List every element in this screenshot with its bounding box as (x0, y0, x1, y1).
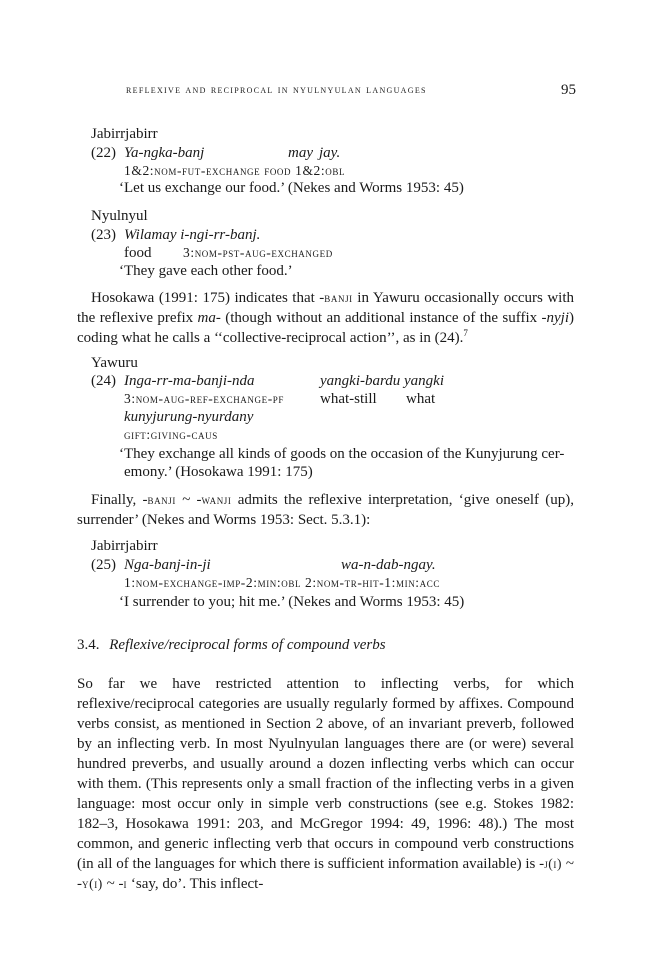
ex24-gloss1 (124, 389, 284, 409)
ex25-language: Jabirrjabirr (91, 538, 158, 554)
ex25-number: (25) (91, 557, 116, 573)
ex23-number: (23) (91, 227, 116, 243)
para1-it2: -nyji (541, 310, 569, 326)
ex24-gloss3: what (406, 391, 436, 407)
section-title: Reflexive/reciprocal forms of compound verbs (109, 637, 386, 653)
para1-text-d: ) coding what he calls a ‘‘collective-reciprocal action’’, as in (24). (77, 310, 574, 346)
para1-text-c: (though without an additional instance of the suffix (220, 310, 542, 326)
para3-sc1: j(i) (544, 856, 563, 871)
paragraph-1 (77, 288, 574, 348)
ex22-number: (22) (91, 145, 116, 161)
ex22-gloss-text: 1&2:nom-fut-exchange food 1&2:obl (124, 163, 346, 178)
ex22-word3: jay. (319, 145, 341, 161)
ex22-translation: ‘Let us exchange our food.’ (Nekes and Worms 1953: 45) (119, 180, 464, 196)
footnote-ref[interactable]: 7 (463, 328, 468, 338)
ex23-line: Wilamay i-ngi-rr-banj. (124, 227, 261, 243)
ex24-gloss4 (124, 425, 218, 445)
para2-text-b: ~ - (176, 492, 202, 508)
para1-it1: ma- (197, 310, 221, 326)
running-title: reflexive and reciprocal in nyulnyulan languages (126, 84, 427, 96)
ex23-gloss2-text: 3:nom-pst-aug-exchanged (183, 245, 333, 260)
ex23-gloss1: food (124, 245, 152, 261)
ex24-gloss2: what-still (320, 391, 377, 407)
ex22-language: Jabirrjabirr (91, 126, 158, 142)
para3-sc3: i (123, 876, 128, 891)
para3-text-d: ‘say, do’. This inflect- (127, 876, 264, 892)
ex24-word3: kunyjurung-nyurdany (124, 409, 254, 425)
para3-text-a: So far we have restricted attention to inflecting verbs, for which reflexive/reciprocal categories are usually regularly formed by affixes. Compound verbs consist, as mentioned in Section 2 above, of an invariant preverb, followed by an inflecting verb. In most Nyulnyulan languages there are (or were) several hundred preverbs, and usually around a dozen inflecting verbs which can occur with them. (This represents only a small fraction of the inflecting verbs in a given language: most occur only in simple verb constructions (see e.g. Stokes 1982: 182–3, Hosokawa 1991: 203, and McGregor 1994: 49, 1996: 48).) The most common, and generic inflecting verb that occurs in compound verb constructions (in all of the languages for which there is sufficient information available) is - (77, 676, 574, 872)
ex22-word1: Ya-ngka-banj (124, 145, 205, 161)
ex25-word2: wa-n-dab-ngay. (341, 557, 436, 573)
ex24-word2: yangki-bardu yangki (320, 373, 444, 389)
section-heading (77, 637, 386, 654)
para3-text-c: ~ - (102, 876, 124, 892)
para2-sc2: wanji (201, 492, 232, 507)
ex25-word1: Nga-banj-in-ji (124, 557, 211, 573)
para3-text-b: ~ - (77, 856, 574, 892)
page-number: 95 (561, 82, 576, 98)
ex23-gloss2 (183, 243, 333, 263)
ex25-gloss (124, 573, 440, 593)
section-number: 3.4. (77, 637, 100, 653)
para2-text-c: admits the reflexive interpretation, ‘give oneself (up), surrender’ (Nekes and Worms 1953: Sect. 5.3.1): (77, 492, 574, 528)
paragraph-3 (77, 674, 574, 894)
para1-sc1: banji (324, 290, 353, 305)
para1-text-a: Hosokawa (1991: 175) indicates that - (91, 290, 325, 306)
ex24-translation-1: ‘They exchange all kinds of goods on the occasion of the Kunyjurung cer- (119, 446, 565, 462)
para2-sc1: banji (147, 492, 176, 507)
para1-text-b: in Yawuru occasionally occurs with the reflexive prefix (77, 290, 575, 326)
para3-sc2: y(i) (82, 876, 103, 891)
ex24-word1: Inga-rr-ma-banji-nda (124, 373, 255, 389)
ex23-translation: ‘They gave each other food.’ (119, 263, 293, 279)
ex22-word2: may (288, 145, 313, 161)
ex24-language: Yawuru (91, 355, 138, 371)
ex24-gloss1-text: 3:nom-aug-ref-exchange-pf (124, 391, 284, 406)
ex25-gloss-text: 1:nom-exchange-imp-2:min:obl 2:nom-tr-hit-1:min:acc (124, 575, 440, 590)
paragraph-2 (77, 490, 574, 530)
ex24-gloss4-text: gift:giving-caus (124, 427, 218, 442)
ex25-translation: ‘I surrender to you; hit me.’ (Nekes and Worms 1953: 45) (119, 594, 465, 610)
ex24-number: (24) (91, 373, 116, 389)
para2-text-a: Finally, - (91, 492, 148, 508)
ex24-translation-2: emony.’ (Hosokawa 1991: 175) (124, 464, 313, 480)
ex23-language: Nyulnyul (91, 208, 148, 224)
